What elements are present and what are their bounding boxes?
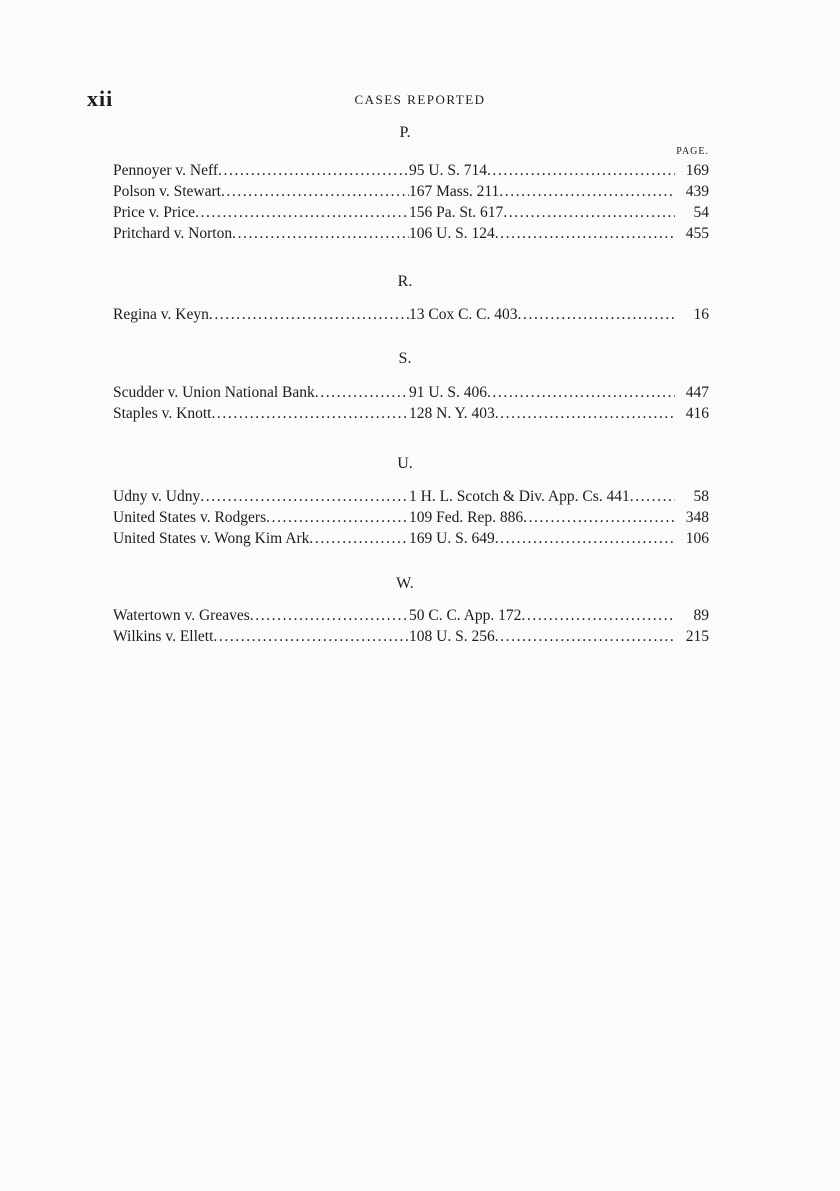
case-entry-row <box>113 384 709 405</box>
page-ref: 416 <box>685 405 709 422</box>
citation-cell <box>409 405 675 423</box>
citation-cell <box>409 204 675 222</box>
case-name: United States v. Rodgers <box>113 509 267 526</box>
citation-cell <box>409 306 675 324</box>
leader-dots <box>503 204 675 222</box>
citation-cell <box>409 530 675 548</box>
citation: 13 Cox C. C. 403 <box>409 306 518 323</box>
citation-cell <box>409 384 675 402</box>
section-letter: U. <box>397 455 413 472</box>
leader-dots <box>487 384 675 402</box>
case-name: Watertown v. Greaves <box>113 607 250 624</box>
citation: 50 C. C. App. 172 <box>409 607 522 624</box>
page-ref: 447 <box>685 384 709 401</box>
case-name-cell <box>113 225 409 243</box>
leader-dots <box>521 607 675 625</box>
section-entries <box>113 488 709 551</box>
case-entry-row <box>113 488 709 509</box>
case-name-cell <box>113 306 409 324</box>
case-name-cell <box>113 607 409 625</box>
citation-cell <box>409 509 675 527</box>
case-name-cell <box>113 530 409 548</box>
leader-dots <box>211 405 409 423</box>
leader-dots <box>499 183 675 201</box>
section-entries <box>113 306 709 327</box>
section-letter: S. <box>398 350 412 367</box>
citation-cell <box>409 488 675 506</box>
citation: 109 Fed. Rep. 886 <box>409 509 524 526</box>
leader-dots <box>315 384 409 402</box>
case-entry-row <box>113 306 709 327</box>
leader-dots <box>495 530 675 548</box>
case-name: Wilkins v. Ellett <box>113 628 214 645</box>
leader-dots <box>630 488 675 506</box>
leader-dots <box>195 204 409 222</box>
citation: 128 N. Y. 403 <box>409 405 495 422</box>
leader-dots <box>218 162 409 180</box>
case-entry-row <box>113 204 709 225</box>
case-name: Scudder v. Union National Bank <box>113 384 315 401</box>
leader-dots <box>495 405 675 423</box>
page-ref: 54 <box>693 204 709 221</box>
case-name: Udny v. Udny <box>113 488 201 505</box>
section-entries <box>113 384 709 426</box>
section-letter: R. <box>397 273 413 290</box>
leader-dots <box>487 162 675 180</box>
citation: 167 Mass. 211 <box>409 183 500 200</box>
citation: 1 H. L. Scotch & Div. App. Cs. 441 <box>409 488 630 505</box>
leader-dots <box>495 225 675 243</box>
citation-cell <box>409 225 675 243</box>
citation: 108 U. S. 256 <box>409 628 495 645</box>
leader-dots <box>232 225 409 243</box>
page-ref: 169 <box>685 162 709 179</box>
citation: 106 U. S. 124 <box>409 225 495 242</box>
page-ref: 89 <box>693 607 709 624</box>
leader-dots <box>209 306 409 324</box>
leader-dots <box>495 628 675 646</box>
section-entries <box>113 162 709 246</box>
running-head: CASES REPORTED <box>354 92 486 107</box>
case-entry-row <box>113 607 709 628</box>
page-ref: 16 <box>693 306 709 323</box>
case-entry-row <box>113 225 709 246</box>
case-name: Regina v. Keyn <box>113 306 209 323</box>
citation: 156 Pa. St. 617 <box>409 204 504 221</box>
page-ref: 348 <box>685 509 709 526</box>
case-name-cell <box>113 405 409 423</box>
leader-dots <box>266 509 409 527</box>
leader-dots <box>221 183 409 201</box>
case-name: Staples v. Knott <box>113 405 212 422</box>
citation-cell <box>409 162 675 180</box>
leader-dots <box>200 488 409 506</box>
page-column-label: PAGE. <box>676 146 709 157</box>
citation: 91 U. S. 406 <box>409 384 487 401</box>
section-letter: P. <box>399 124 411 141</box>
case-name: Polson v. Stewart <box>113 183 221 200</box>
case-entry-row <box>113 530 709 551</box>
page-ref: 455 <box>685 225 709 242</box>
citation: 169 U. S. 649 <box>409 530 495 547</box>
case-name-cell <box>113 509 409 527</box>
page-number: xii <box>87 86 114 111</box>
case-name: Pennoyer v. Neff <box>113 162 219 179</box>
case-name: Pritchard v. Norton <box>113 225 233 242</box>
case-entry-row <box>113 509 709 530</box>
page-ref: 106 <box>685 530 709 547</box>
leader-dots <box>309 530 409 548</box>
case-entry-row <box>113 183 709 204</box>
case-name-cell <box>113 628 409 646</box>
case-name-cell <box>113 162 409 180</box>
citation-cell <box>409 628 675 646</box>
leader-dots <box>250 607 409 625</box>
citation: 95 U. S. 714 <box>409 162 487 179</box>
case-name-cell <box>113 488 409 506</box>
citation-cell <box>409 183 675 201</box>
case-name-cell <box>113 204 409 222</box>
section-letter: W. <box>396 575 414 592</box>
leader-dots <box>518 306 675 324</box>
case-entry-row <box>113 628 709 649</box>
page-ref: 58 <box>693 488 709 505</box>
case-name: United States v. Wong Kim Ark <box>113 530 310 547</box>
section-entries <box>113 607 709 649</box>
case-name-cell <box>113 183 409 201</box>
case-entry-row <box>113 162 709 183</box>
leader-dots <box>213 628 409 646</box>
citation-cell <box>409 607 675 625</box>
page-ref: 439 <box>685 183 709 200</box>
case-entry-row <box>113 405 709 426</box>
case-name: Price v. Price <box>113 204 196 221</box>
leader-dots <box>523 509 675 527</box>
page-ref: 215 <box>685 628 709 645</box>
case-name-cell <box>113 384 409 402</box>
